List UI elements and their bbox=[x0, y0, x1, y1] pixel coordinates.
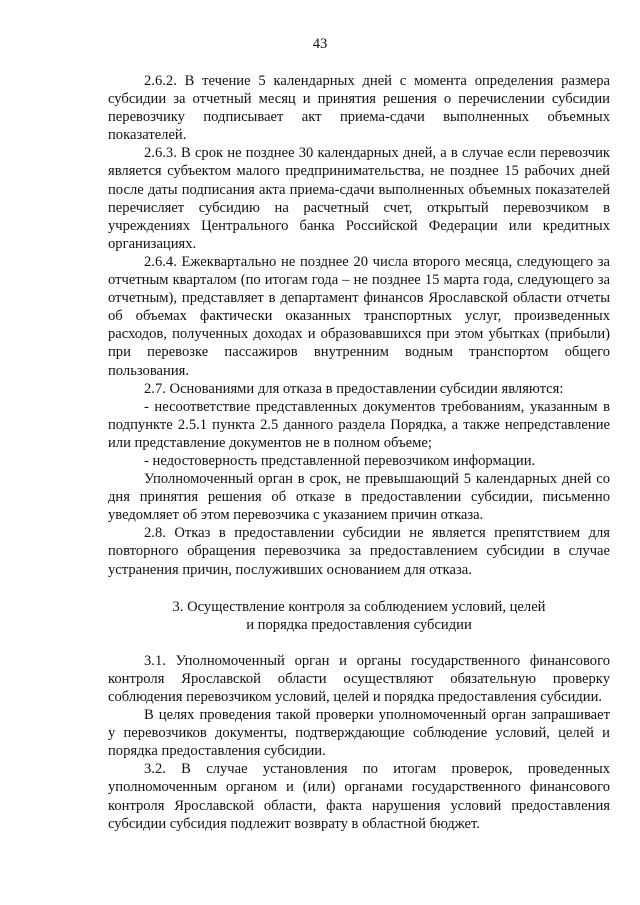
paragraph-2-7-item-2: - недостоверность представленной перевозчиком информации. bbox=[144, 452, 536, 469]
spacer bbox=[108, 634, 610, 652]
paragraph-2-6-2: 2.6.2. В течение 5 календарных дней с момента определения размера субсидии за отчетный месяц и принятия решения о перечислении субсидии перевозчику подписывает акт приема-сдачи выполненных объемных показателей. bbox=[108, 73, 610, 144]
paragraph-2-6-4: 2.6.4. Ежеквартально не позднее 20 числа второго месяца, следующего за отчетным кварталом (по итогам года – не позднее 15 марта года, следующего за отчетным), представляет в департамент финансов Ярославской области отчеты об объемах фактически оказанных транспортных услуг, произведенных расходов, полученных доходах и образовавшихся при этом убытках (прибыли) при перевозке пассажиров внутренним водным транспортом общего пользования. bbox=[108, 253, 610, 379]
paragraph-3-1-check: В целях проведения такой проверки уполномоченный орган запрашивает у перевозчиков документы, подтверждающие соблюдение условий, целей и порядка предоставления субсидии. bbox=[108, 707, 610, 760]
paragraph-2-7-item-1: - несоответствие представленных документов требованиям, указанным в подпункте 2.5.1 пункта 2.5 данного раздела Порядка, а также непредставление или представление документов не в полном объеме; bbox=[108, 398, 610, 451]
page-number: 43 bbox=[312, 36, 328, 52]
paragraph-2-8: 2.8. Отказ в предоставлении субсидии не является препятствием для повторного обращения перевозчика за предоставлением субсидии в случае устранения причин, послуживших основанием для отказа. bbox=[108, 525, 610, 578]
paragraph-2-6-3: 2.6.3. В срок не позднее 30 календарных дней, а в случае если перевозчик является субъектом малого предпринимательства, не позднее 15 рабочих дней после даты подписания акта приема-сдачи выполненных объемных показателей перечисляет субсидию на расчетный счет, открытый перевозчиком в учреждениях Центрального банка Российской Федерации или кредитных организациях. bbox=[108, 145, 610, 252]
section-heading-line-1: 3. Осуществление контроля за соблюдением условий, целей bbox=[172, 598, 546, 615]
paragraph-3-2: 3.2. В случае установления по итогам проверок, проведенных уполномоченным органом и (или) органами государственного финансового контроля Ярославской области, факта нарушения условий предоставления субсидии субсидия подлежит возврату в областной бюджет. bbox=[108, 761, 610, 832]
section-heading-line-2: и порядка предоставления субсидии bbox=[246, 616, 472, 633]
paragraph-2-7: 2.7. Основаниями для отказа в предоставлении субсидии являются: bbox=[144, 380, 564, 397]
spacer bbox=[108, 579, 610, 598]
document-body bbox=[108, 72, 610, 833]
paragraph-refusal-notice: Уполномоченный орган в срок, не превышающий 5 календарных дней со дня принятия решения об отказе в предоставлении субсидии, письменно уведомляет об этом перевозчика с указанием причин отказа. bbox=[108, 471, 610, 524]
paragraph-3-1: 3.1. Уполномоченный орган и органы государственного финансового контроля Ярославской области осуществляют обязательную проверку соблюдения перевозчиком условий, целей и порядка предоставления субсидии. bbox=[108, 652, 610, 705]
